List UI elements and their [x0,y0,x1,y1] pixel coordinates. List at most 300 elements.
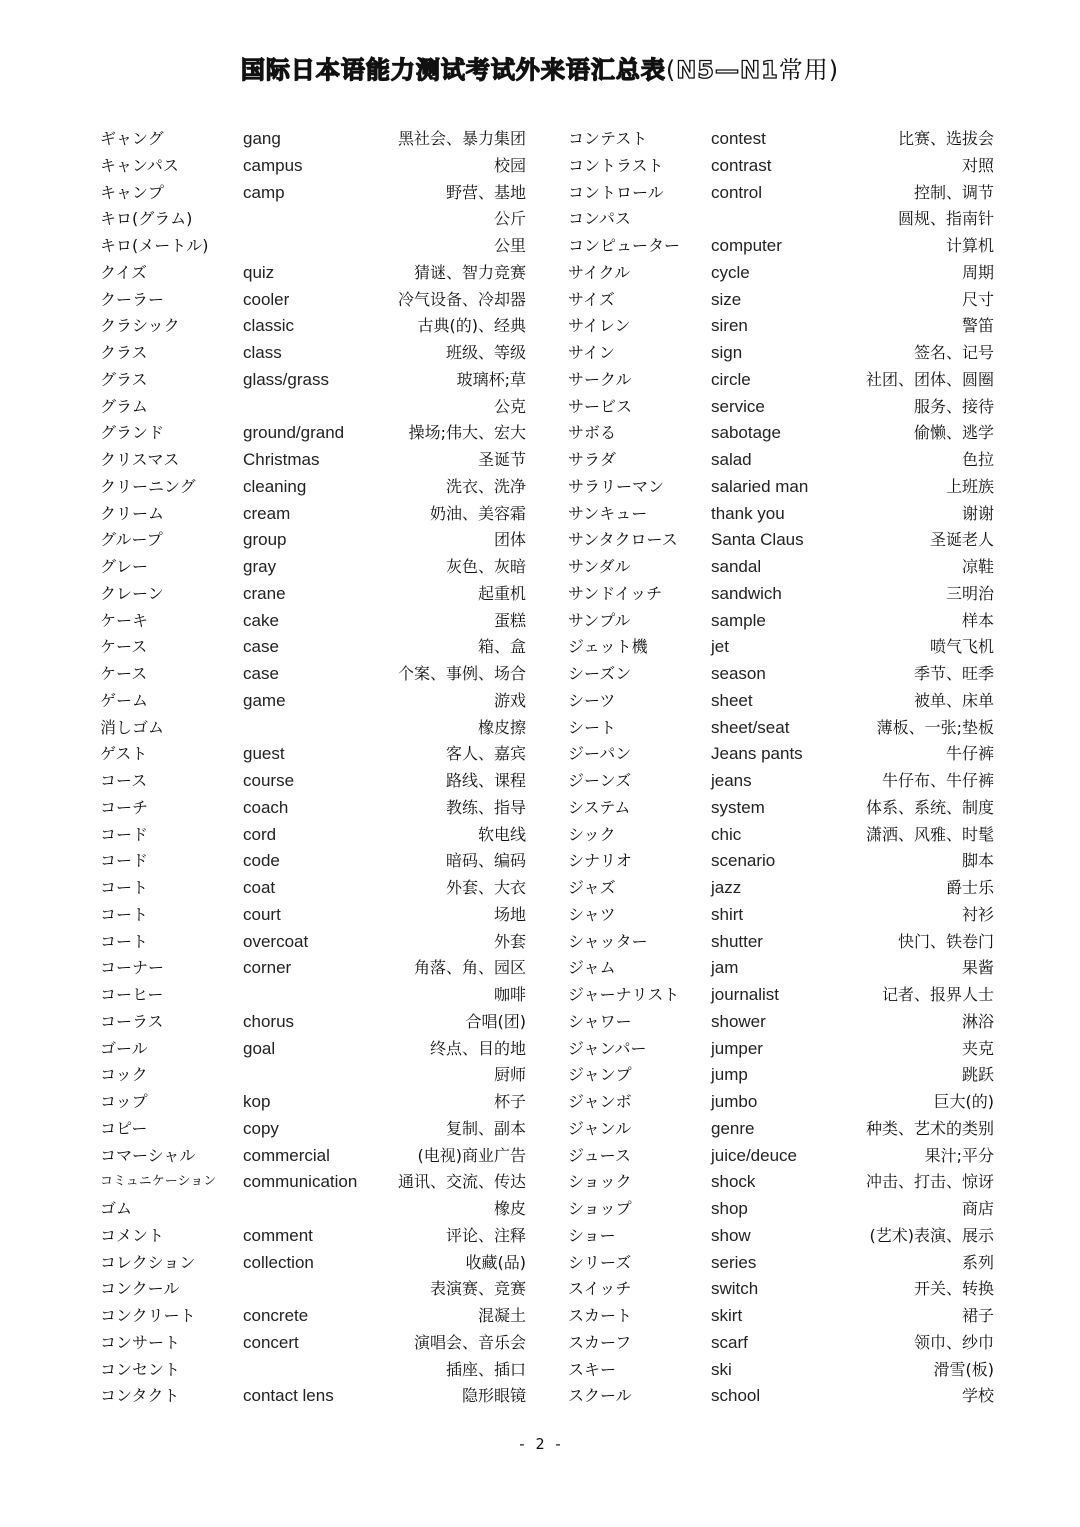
chinese-meaning: 谢谢 [961,503,994,523]
english-source: sandwich [711,583,782,603]
vocab-row [568,474,994,501]
japanese-term: ジーンズ [568,771,632,790]
japanese-term: コンクール [100,1279,180,1299]
japanese-term: ショップ [568,1199,632,1218]
chinese-meaning: 黑社会、暴力集团 [397,129,526,148]
vocab-row [568,848,994,875]
vocab-row [100,795,526,822]
japanese-term: コート [100,904,149,924]
vocab-row [100,260,526,287]
vocab-row [100,822,526,849]
chinese-meaning: 系列 [961,1252,994,1272]
vocab-row [568,1223,994,1250]
vocab-row [100,394,526,421]
vocab-row [100,581,526,608]
vocab-row [100,634,526,661]
vocab-row [568,1276,994,1303]
japanese-term: シリーズ [568,1252,632,1272]
chinese-meaning: 比赛、选拔会 [897,129,994,148]
chinese-meaning: 果汁;平分 [924,1145,994,1165]
vocab-row [100,1036,526,1063]
vocab-row [568,1330,994,1357]
english-source: game [243,690,286,710]
page-title [0,50,1080,85]
chinese-meaning: 记者、报界人士 [881,985,994,1004]
japanese-term: サボる [568,423,617,443]
english-source: campus [243,155,303,175]
vocab-row [100,902,526,929]
japanese-term: シーツ [568,690,616,710]
japanese-term: コンタクト [100,1386,180,1406]
english-source: thank you [711,503,785,523]
vocab-row [100,233,526,260]
vocab-row [568,1303,994,1330]
english-source: gray [243,557,277,576]
japanese-term: コミュニケーション [100,1174,217,1190]
japanese-term: クーラー [100,289,165,309]
chinese-meaning: 服务、接待 [913,396,994,416]
chinese-meaning: 合唱(团) [465,1011,526,1031]
chinese-meaning: 学校 [961,1386,994,1406]
japanese-term: グランド [100,423,165,443]
english-source: service [711,396,765,416]
vocab-row [100,661,526,688]
english-source: system [711,797,765,817]
japanese-term: コート [100,878,149,897]
english-source: classic [243,316,295,336]
chinese-meaning: 巨大(的) [933,1092,994,1111]
chinese-meaning: 游戏 [493,690,526,710]
chinese-meaning: 脚本 [961,851,994,871]
chinese-meaning: 场地 [493,904,526,924]
vocab-row [100,126,526,153]
japanese-term: スカート [568,1306,633,1325]
vocab-row [100,1009,526,1036]
chinese-meaning: 警笛 [961,316,994,336]
chinese-meaning: 公克 [493,396,526,416]
chinese-meaning: 尺寸 [961,289,994,309]
japanese-term: シート [568,717,617,737]
vocab-row [568,795,994,822]
english-source: cleaning [243,476,307,496]
english-source: shop [711,1199,748,1218]
chinese-meaning: 圣诞节 [477,450,526,469]
vocab-row [100,929,526,956]
japanese-term: コート [100,931,149,951]
japanese-term: コントラスト [568,155,664,175]
chinese-meaning: 隐形眼镜 [461,1386,526,1406]
english-source: jump [711,1065,748,1085]
chinese-meaning: 计算机 [945,236,994,255]
chinese-meaning: 裙子 [961,1306,994,1325]
chinese-meaning: 橡皮 [493,1199,526,1218]
english-source: contrast [711,155,772,175]
vocab-row [568,955,994,982]
vocab-row [100,608,526,635]
english-source: show [711,1225,751,1245]
vocab-row [568,634,994,661]
chinese-meaning: 公里 [493,236,526,255]
english-source: comment [243,1225,313,1245]
english-source: concrete [243,1306,309,1325]
japanese-term: コード [100,851,149,871]
japanese-term: グループ [100,530,163,550]
vocab-row [100,1196,526,1223]
english-source: overcoat [243,931,309,951]
chinese-meaning: 对照 [961,155,994,175]
vocab-row [100,554,526,581]
chinese-meaning: 收藏(品) [465,1252,526,1272]
japanese-term: キロ(メートル) [100,236,209,255]
chinese-meaning: 被单、床单 [913,690,994,710]
english-source: Christmas [243,450,320,469]
english-source: kop [243,1092,271,1111]
vocab-row [568,608,994,635]
chinese-meaning: 商店 [961,1199,994,1218]
vocab-row [100,1383,526,1410]
chinese-meaning: 操场;伟大、宏大 [408,423,526,443]
japanese-term: コピー [100,1118,148,1138]
japanese-term: クレーン [100,583,164,603]
vocab-row [100,1276,526,1303]
japanese-term: シャツ [568,904,616,924]
japanese-term: シャワー [568,1011,632,1031]
english-source: jumbo [711,1092,758,1111]
chinese-meaning: 咖啡 [493,985,526,1004]
chinese-meaning: 喷气飞机 [929,637,994,657]
english-source: case [243,637,279,657]
english-source: course [243,771,295,790]
chinese-meaning: 通讯、交流、传达 [397,1172,526,1192]
japanese-term: ジャンパー [568,1038,647,1058]
japanese-term: コマーシャル [100,1145,196,1165]
english-source: Jeans pants [711,744,803,764]
vocab-row [100,1250,526,1277]
english-source: shirt [711,904,744,924]
chinese-meaning: 复制、副本 [445,1118,526,1138]
vocab-row [100,313,526,340]
vocab-row [568,287,994,314]
vocab-row [100,688,526,715]
japanese-term: システム [568,797,631,817]
vocab-row [568,1196,994,1223]
japanese-term: シナリオ [568,851,632,871]
chinese-meaning: 杯子 [493,1092,526,1111]
english-source: shutter [711,931,763,951]
english-source: chic [711,824,742,844]
english-source: gang [243,129,281,148]
chinese-meaning: 样本 [961,610,994,630]
title-level: N5—N1 [676,56,779,84]
vocab-column-right [568,126,994,1410]
english-source: group [243,530,287,550]
english-source: class [243,343,282,362]
chinese-meaning: 控制、调节 [913,182,994,202]
japanese-term: クラス [100,343,148,362]
chinese-meaning: 洗衣、洗净 [445,476,526,496]
vocab-row [568,206,994,233]
chinese-meaning: 校园 [493,155,526,175]
chinese-meaning: 野营、基地 [445,182,526,202]
english-source: skirt [711,1306,743,1325]
english-source: code [243,851,280,871]
english-source: juice/deuce [711,1145,798,1165]
vocab-row [568,1383,994,1410]
english-source: sign [711,343,743,362]
english-source: Santa Claus [711,530,804,550]
japanese-term: ゴール [100,1038,148,1058]
vocab-row [100,848,526,875]
japanese-term: コック [100,1065,148,1085]
vocab-row [568,929,994,956]
vocab-row [568,501,994,528]
chinese-meaning: 周期 [961,262,994,282]
vocab-row [100,741,526,768]
english-source: communication [243,1172,358,1192]
japanese-term: コントロール [568,182,664,202]
japanese-term: グラス [100,369,148,389]
english-source: chorus [243,1011,295,1031]
vocab-row [568,260,994,287]
english-source: salaried man [711,476,809,496]
vocab-row [568,1116,994,1143]
vocab-row [100,527,526,554]
japanese-term: クリスマス [100,450,180,469]
vocab-row [100,1303,526,1330]
english-source: sample [711,610,766,630]
chinese-meaning: 软电线 [477,824,526,844]
english-source: court [243,904,281,924]
english-source: genre [711,1118,755,1138]
japanese-term: ジャンル [568,1118,632,1138]
english-source: scenario [711,851,776,871]
japanese-term: キャンパス [100,155,179,175]
japanese-term: ジュース [568,1145,631,1165]
japanese-term: キロ(グラム) [100,209,193,229]
chinese-meaning: 开关、转换 [913,1279,994,1299]
english-source: siren [711,316,748,336]
chinese-meaning: 快门、铁卷门 [897,931,994,951]
title-main: 国际日本语能力测试考试外来语汇总表 [240,56,666,84]
vocab-row [100,180,526,207]
chinese-meaning: 圆规、指南针 [897,209,994,229]
japanese-term: コメント [100,1225,165,1245]
chinese-meaning: 社团、团体、圆圈 [865,369,994,389]
english-source: series [711,1252,757,1272]
english-source: circle [711,369,751,389]
chinese-meaning: 凉鞋 [961,557,994,576]
japanese-term: ジェット機 [568,637,648,657]
vocab-row [568,661,994,688]
chinese-meaning: 教练、指导 [445,797,526,817]
english-source: sandal [711,557,762,576]
chinese-meaning: 奶油、美容霜 [429,503,526,523]
japanese-term: コーチ [100,797,149,817]
japanese-term: コレクション [100,1252,196,1272]
japanese-term: ジャンプ [568,1065,632,1085]
chinese-meaning: 圣诞老人 [929,530,994,550]
japanese-term: コーヒー [100,985,164,1004]
english-source: commercial [243,1145,330,1165]
chinese-meaning: 暗码、编码 [445,851,526,871]
japanese-term: ジーパン [568,744,632,764]
english-source: sabotage [711,423,781,443]
chinese-meaning: 冷气设备、冷却器 [397,289,526,309]
english-source: ground/grand [243,423,345,443]
vocab-row [100,474,526,501]
vocab-row [100,1143,526,1170]
chinese-meaning: 路线、课程 [445,771,526,790]
vocab-row [568,1089,994,1116]
chinese-meaning: 牛仔布、牛仔裤 [881,771,994,790]
japanese-term: サラリーマン [568,476,665,496]
japanese-term: シャッター [568,931,648,951]
japanese-term: スイッチ [568,1279,632,1299]
vocab-row [568,313,994,340]
vocab-row [568,1036,994,1063]
vocab-row [100,982,526,1009]
vocab-row [100,420,526,447]
japanese-term: サンドイッチ [568,583,663,603]
chinese-meaning: 箱、盒 [477,637,526,657]
vocab-row [100,955,526,982]
japanese-term: コーナー [100,958,165,978]
japanese-term: スクール [568,1386,632,1406]
vocab-row [568,902,994,929]
english-source: contest [711,129,766,148]
chinese-meaning: 猜谜、智力竞赛 [413,262,526,282]
japanese-term: サンタクロース [568,530,678,550]
chinese-meaning: 班级、等级 [445,343,526,362]
japanese-term: コース [100,771,148,790]
japanese-term: ジャズ [568,878,616,897]
vocab-row [100,1330,526,1357]
vocab-row [568,554,994,581]
chinese-meaning: 个案、事例、场合 [397,664,526,683]
chinese-meaning: 三明治 [945,583,994,603]
japanese-term: コンクリート [100,1306,196,1325]
japanese-term: コップ [100,1092,148,1111]
japanese-term: サイズ [568,289,615,309]
japanese-term: 消しゴム [100,717,165,737]
chinese-meaning: 夹克 [961,1038,994,1058]
japanese-term: シック [568,824,616,844]
vocab-row [568,447,994,474]
vocab-row [100,287,526,314]
vocab-row [100,501,526,528]
vocab-row [100,206,526,233]
vocab-row [568,233,994,260]
chinese-meaning: 角落、角、园区 [413,958,526,978]
vocab-row [100,1089,526,1116]
japanese-term: スキー [568,1359,617,1379]
english-source: switch [711,1279,759,1299]
japanese-term: サンダル [568,557,631,576]
vocab-row [100,447,526,474]
title-paren: ( [665,56,677,84]
vocab-row [568,982,994,1009]
chinese-meaning: 插座、插口 [445,1359,526,1379]
vocab-row [568,688,994,715]
english-source: glass/grass [243,369,329,389]
vocab-row [568,1250,994,1277]
chinese-meaning: 蛋糕 [493,610,526,630]
japanese-term: サイクル [568,262,631,282]
vocab-row [568,1009,994,1036]
japanese-term: サンプル [568,610,631,630]
english-source: goal [243,1038,276,1058]
japanese-term: サービス [568,396,633,416]
vocab-row [568,1169,994,1196]
chinese-meaning: 种类、艺术的类别 [865,1118,994,1138]
japanese-term: クラシック [100,316,180,336]
japanese-term: クリーニング [100,476,196,496]
chinese-meaning: 淋浴 [961,1011,994,1031]
english-source: cycle [711,262,750,282]
japanese-term: ケース [100,637,148,657]
vocab-row [100,875,526,902]
japanese-term: スカーフ [568,1332,632,1352]
chinese-meaning: 季节、旺季 [913,664,994,683]
japanese-term: サークル [568,369,632,389]
english-source: journalist [711,985,780,1004]
japanese-term: コード [100,824,149,844]
chinese-meaning: 签名、记号 [913,343,994,362]
vocab-row [100,367,526,394]
vocab-column-left [100,126,526,1410]
vocab-row [568,527,994,554]
english-source: cord [243,824,277,844]
chinese-meaning: 果酱 [961,958,994,978]
vocab-row [100,1223,526,1250]
english-source: jazz [711,878,742,897]
english-source: sheet [711,690,753,710]
japanese-term: コンパス [568,209,631,229]
vocab-row [568,180,994,207]
chinese-meaning: 公斤 [493,209,526,229]
vocab-row [568,715,994,742]
chinese-meaning: 混凝土 [477,1306,526,1325]
japanese-term: ゴム [100,1199,133,1218]
chinese-meaning: 跳跃 [961,1065,994,1085]
chinese-meaning: 古典(的)、经典 [417,316,526,336]
chinese-meaning: 起重机 [477,583,526,603]
japanese-term: ジャンボ [568,1092,632,1111]
english-source: corner [243,958,292,978]
chinese-meaning: 薄板、一张;垫板 [876,717,994,737]
english-source: jet [711,637,729,657]
page-number: - 2 - [517,1435,563,1453]
japanese-term: ケーキ [100,610,149,630]
japanese-term: グラム [100,396,148,416]
english-source: sheet/seat [711,717,790,737]
japanese-term: クリーム [100,503,165,523]
english-source: collection [243,1252,314,1272]
chinese-meaning: 灰色、灰暗 [445,557,526,576]
english-source: coat [243,878,276,897]
vocab-row [568,394,994,421]
vocab-row [100,1116,526,1143]
vocab-row [568,875,994,902]
chinese-meaning: 演唱会、音乐会 [413,1332,526,1352]
english-source: contact lens [243,1386,334,1406]
english-source: quiz [243,262,275,282]
chinese-meaning: 牛仔裤 [945,744,994,764]
english-source: cake [243,610,279,630]
chinese-meaning: 评论、注释 [445,1225,526,1245]
english-source: control [711,182,763,202]
english-source: cooler [243,289,290,309]
